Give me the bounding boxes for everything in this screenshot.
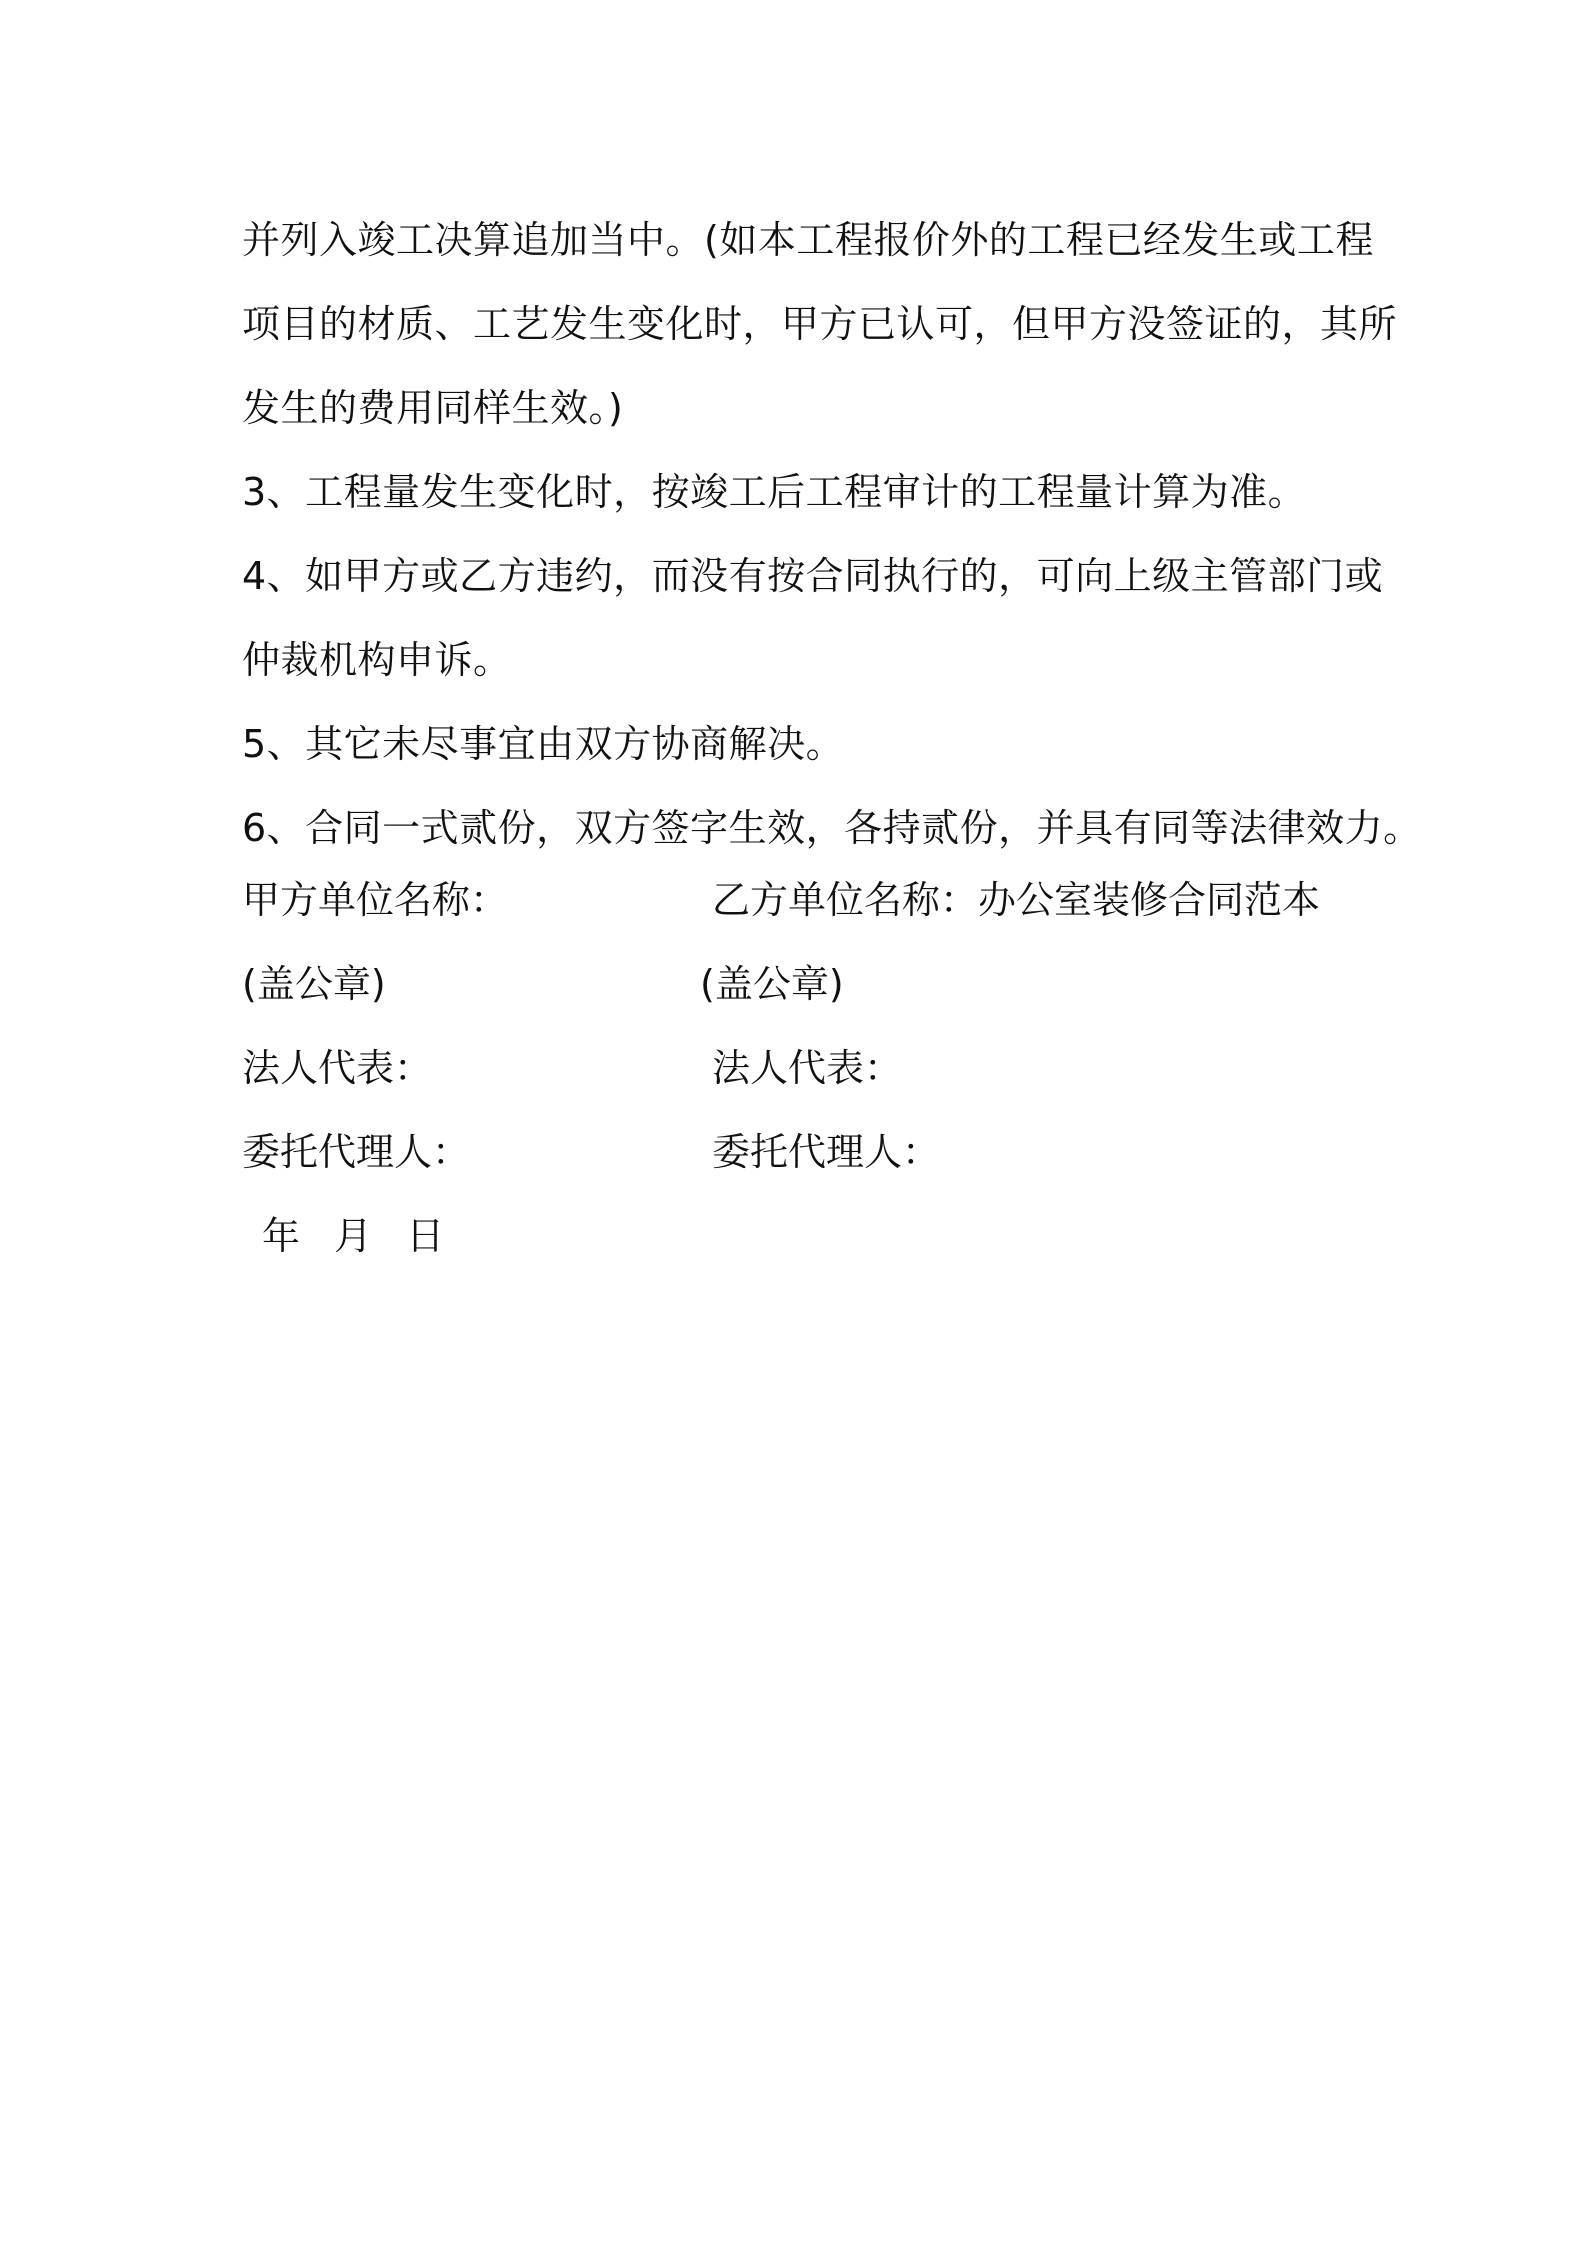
clause-4-line-2: 仲裁机构申诉。 <box>242 638 512 682</box>
clause-5: 5、其它未尽事宜由双方协商解决。 <box>242 722 845 766</box>
signature-block <box>242 858 1382 1278</box>
paragraph-line-1: 并列入竣工决算追加当中。(如本工程报价外的工程已经发生或工程 <box>242 218 1374 262</box>
date-day-label: 日 <box>406 1214 445 1258</box>
party-a-legal-rep-label: 法人代表： <box>242 1046 433 1090</box>
party-a-agent-label: 委托代理人： <box>242 1130 471 1174</box>
party-b-name-label: 乙方单位名称：办公室装修合同范本 <box>712 878 1321 922</box>
signature-date <box>242 1194 1382 1278</box>
paragraph-line-2: 项目的材质、工艺发生变化时，甲方已认可，但甲方没签证的，其所 <box>242 302 1398 346</box>
clause-3: 3、工程量发生变化时，按竣工后工程审计的工程量计算为准。 <box>242 470 1307 514</box>
date-year-label: 年 <box>262 1214 301 1258</box>
party-b-stamp-label: (盖公章) <box>700 962 844 1006</box>
signature-row-stamps <box>242 942 1382 1026</box>
paragraph-line-3: 发生的费用同样生效。) <box>242 386 624 430</box>
party-a-stamp-label: (盖公章) <box>242 962 386 1006</box>
contract-body <box>242 198 1422 870</box>
clause-6: 6、合同一式贰份，双方签字生效，各持贰份，并具有同等法律效力。 <box>242 806 1422 850</box>
party-b-agent-label: 委托代理人： <box>712 1130 941 1174</box>
signature-row-names <box>242 858 1382 942</box>
party-b-legal-rep-label: 法人代表： <box>712 1046 903 1090</box>
signature-row-legal-rep <box>242 1026 1382 1110</box>
clause-4-line-1: 4、如甲方或乙方违约，而没有按合同执行的，可向上级主管部门或 <box>242 554 1384 598</box>
party-a-name-label: 甲方单位名称： <box>242 878 509 922</box>
signature-row-agent <box>242 1110 1382 1194</box>
date-month-label: 月 <box>334 1214 373 1258</box>
